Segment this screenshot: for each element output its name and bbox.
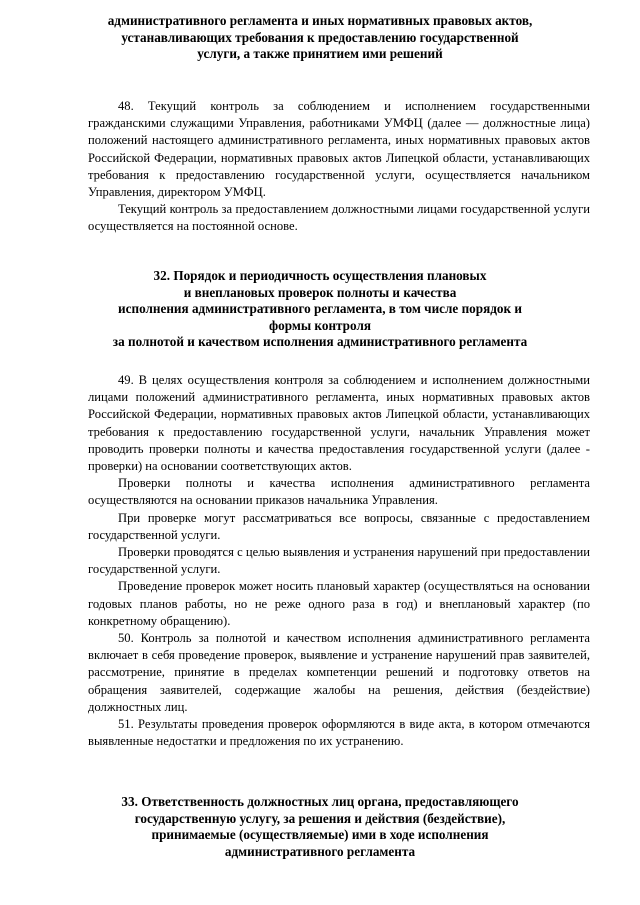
- paragraph-block-49-51: [0, 372, 640, 750]
- heading-line: формы контроля: [269, 317, 371, 333]
- paragraph-checks-type: Проведение проверок может носить плановый характер (осуществляться на основании годовых планов работы, но не реже одного раза в год) и внеплановый характер (по конкретному обращению).: [88, 579, 590, 628]
- paragraph-checks-scope: При проверке могут рассматриваться все вопросы, связанные с предоставлением государственной услуги.: [88, 510, 590, 542]
- section-33-heading: [92, 794, 548, 860]
- heading-line: услуги, а также принятием ими решений: [197, 46, 443, 62]
- paragraph-48: 48. Текущий контроль за соблюдением и исполнением государственными гражданскими служащими Управления, работниками УМФЦ (далее — должностные лица) положений настоящего административного регламента, иных нормативных правовых актов Российской Федерации, нормативных правовых актов Липецкой области, устанавливающих требования к предоставлению государственной услуги, осуществляется начальником Управления, директором УМФЦ.: [88, 99, 590, 200]
- heading-line: за полнотой и качеством исполнения административного регламента: [112, 334, 528, 350]
- heading-line: 32. Порядок и периодичность осуществления плановых: [153, 268, 487, 283]
- paragraph-checks-basis: Проверки полноты и качества исполнения административного регламента осуществляются на основании приказов начальника Управления.: [88, 476, 590, 508]
- heading-line: принимаемые (осуществляемые) ими в ходе исполнения: [151, 827, 489, 843]
- heading-line: государственную услугу, за решения и действия (бездействие),: [134, 810, 506, 826]
- paragraph-49: 49. В целях осуществления контроля за соблюдением и исполнением должностными лицами положений административного регламента, иных нормативных правовых актов Российской Федерации, нормативных правовых актов Липецкой области, устанавливающих требования к предоставлению государственной услуги, начальник Управления может проводить проверки полноты и качества предоставления государственной услуги (далее - проверки) на основании соответствующих актов.: [88, 373, 590, 474]
- continued-section-heading: [78, 13, 562, 63]
- paragraph-checks-purpose: Проверки проводятся с целью выявления и устранения нарушений при предоставлении государственной услуги.: [88, 545, 590, 577]
- heading-line: административного регламента: [224, 843, 416, 859]
- paragraph-50: 50. Контроль за полнотой и качеством исполнения административного регламента включает в себя проведение проверок, выявление и устранение нарушений прав заявителей, рассмотрение, принятие в пределах компетенции решений и подготовку ответов на обращения заявителей, содержащие жалобы на решения, действия (бездействие) должностных лиц.: [88, 631, 590, 714]
- paragraph-block-48: [0, 98, 640, 236]
- heading-line: исполнения административного регламента, в том числе порядок и: [118, 301, 522, 317]
- paragraph-current-control: Текущий контроль за предоставлением должностными лицами государственной услуги осуществляется на постоянной основе.: [88, 202, 590, 234]
- heading-line: и внеплановых проверок полноты и качества: [183, 284, 457, 300]
- heading-line: устанавливающих требования к предоставлению государственной: [121, 29, 519, 45]
- section-32-heading: [66, 268, 574, 351]
- heading-line: 33. Ответственность должностных лиц органа, предоставляющего: [121, 794, 519, 809]
- heading-line: административного регламента и иных нормативных правовых актов,: [107, 13, 533, 28]
- paragraph-51: 51. Результаты проведения проверок оформляются в виде акта, в котором отмечаются выявленные недостатки и предложения по их устранению.: [88, 717, 590, 749]
